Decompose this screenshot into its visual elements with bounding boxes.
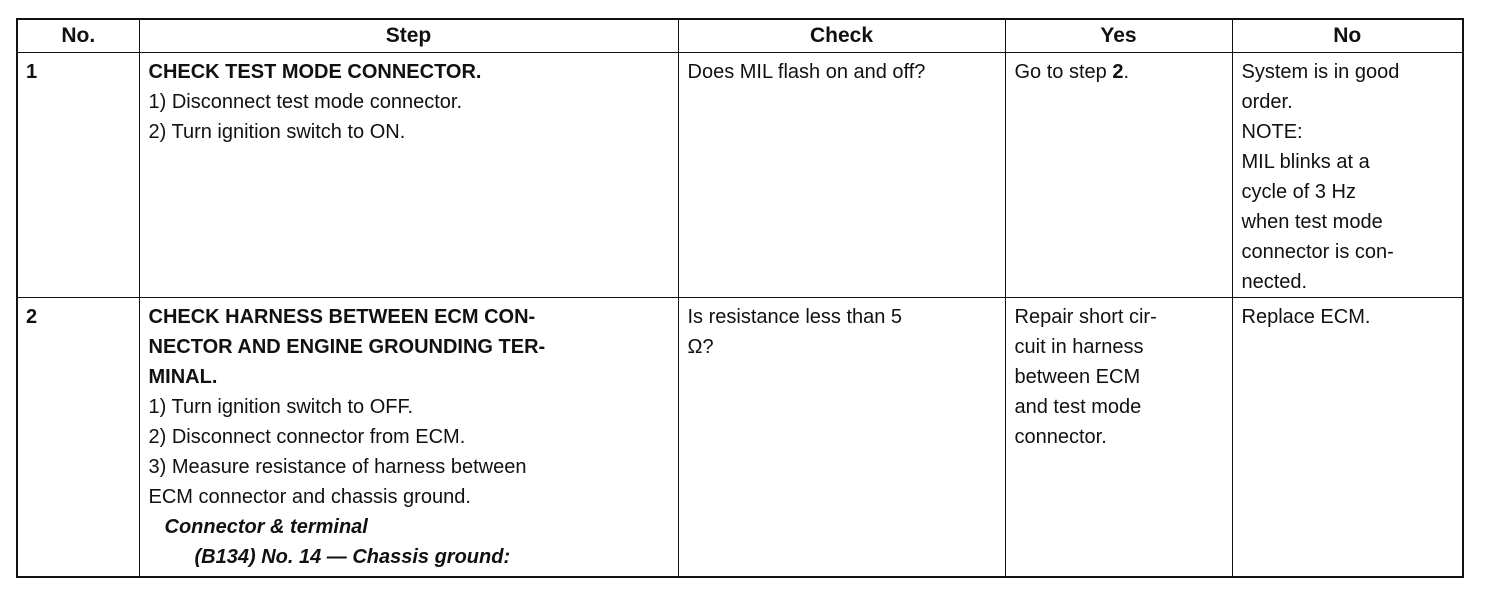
check-cell	[678, 53, 1005, 298]
row-number: 1	[26, 61, 38, 83]
yes-text-line: between ECM	[1014, 366, 1141, 388]
check-cell	[678, 298, 1005, 578]
step-instruction: ECM connector and chassis ground.	[148, 486, 471, 508]
yes-text-line: Repair short cir-	[1014, 306, 1157, 328]
check-question-line: Ω?	[687, 336, 714, 358]
yes-text-line: connector.	[1014, 426, 1107, 448]
connector-terminal-label: Connector & terminal	[164, 516, 368, 538]
yes-cell	[1005, 53, 1232, 298]
table-row	[17, 53, 1463, 298]
step-cell	[139, 53, 678, 298]
yes-text-line: cuit in harness	[1014, 336, 1144, 358]
step-title-line: MINAL.	[148, 366, 218, 388]
header-no-result: No	[1232, 19, 1463, 53]
diagnostic-table	[16, 18, 1464, 578]
step-instruction: 2) Turn ignition switch to ON.	[148, 121, 406, 143]
row-number-cell	[17, 298, 139, 578]
step-title-line: NECTOR AND ENGINE GROUNDING TER-	[148, 336, 546, 358]
step-title: CHECK TEST MODE CONNECTOR.	[148, 61, 482, 83]
check-question-line: Is resistance less than 5	[687, 306, 903, 328]
check-question: Does MIL flash on and off?	[687, 61, 926, 83]
step-cell	[139, 298, 678, 578]
no-text-line: nected.	[1241, 271, 1308, 293]
header-step: Step	[139, 19, 678, 53]
no-cell	[1232, 298, 1463, 578]
step-title-line: CHECK HARNESS BETWEEN ECM CON-	[148, 306, 536, 328]
note-label: NOTE:	[1241, 121, 1303, 143]
no-text-line: MIL blinks at a	[1241, 151, 1370, 173]
yes-cell	[1005, 298, 1232, 578]
yes-text-line: and test mode	[1014, 396, 1142, 418]
step-instruction: 2) Disconnect connector from ECM.	[148, 426, 466, 448]
yes-step-ref: 2	[1112, 61, 1124, 83]
row-number: 2	[26, 306, 38, 328]
no-text-line: cycle of 3 Hz	[1241, 181, 1356, 203]
step-instruction: 3) Measure resistance of harness between	[148, 456, 527, 478]
header-yes: Yes	[1005, 19, 1232, 53]
step-instruction: 1) Turn ignition switch to OFF.	[148, 396, 414, 418]
row-number-cell	[17, 53, 139, 298]
connector-terminal-value: (B134) No. 14 — Chassis ground:	[194, 546, 511, 568]
yes-prefix: Go to step	[1014, 61, 1113, 83]
no-action: Replace ECM.	[1241, 306, 1371, 328]
header-no: No.	[17, 19, 139, 53]
no-text-line: when test mode	[1241, 211, 1383, 233]
no-cell	[1232, 53, 1463, 298]
step-instruction: 1) Disconnect test mode connector.	[148, 91, 462, 113]
yes-suffix: .	[1123, 61, 1130, 83]
header-row	[17, 19, 1463, 53]
table-row	[17, 298, 1463, 578]
no-text-line: order.	[1241, 91, 1293, 113]
no-text-line: connector is con-	[1241, 241, 1394, 263]
no-text-line: System is in good	[1241, 61, 1400, 83]
header-check: Check	[678, 19, 1005, 53]
